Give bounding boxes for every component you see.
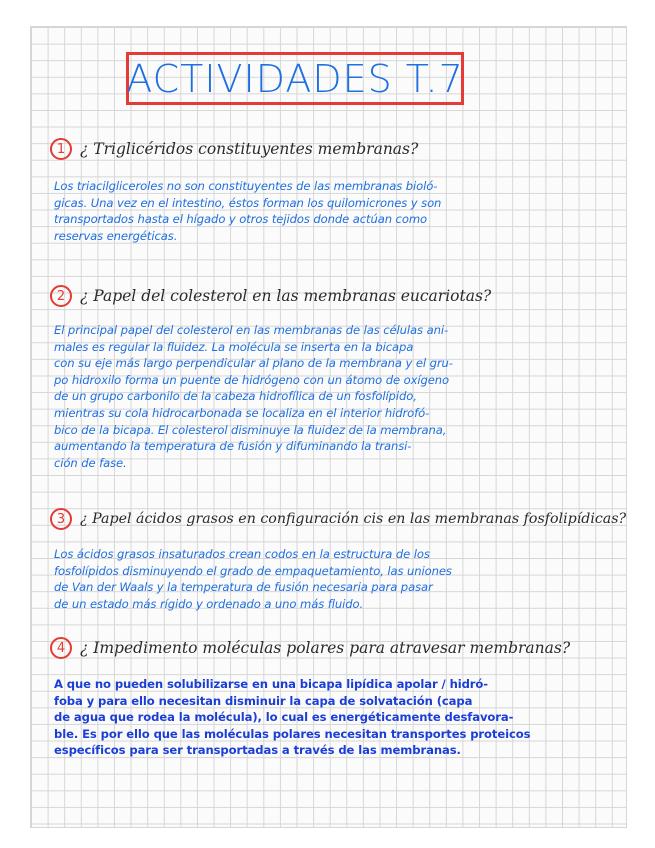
question-4	[50, 637, 570, 659]
question-number-circle: 4	[50, 637, 72, 659]
question-text: ¿ Triglicéridos constituyentes membranas?	[80, 140, 419, 158]
answer-1: Los triacilgliceroles no son constituyentes de las membranas bioló- gicas. Una vez en el intestino, éstos forman los quilomicrones y son transportados hasta el hígado y otros tejidos donde actúan como reservas energéticas.	[54, 179, 442, 243]
question-number-circle: 3	[50, 508, 72, 530]
page-title: ACTIVIDADES T.7	[126, 56, 464, 101]
question-3	[50, 508, 626, 530]
question-number-circle: 1	[50, 138, 72, 160]
question-text: ¿ Papel del colesterol en las membranas eucariotas?	[80, 287, 492, 305]
answer-2: El principal papel del colesterol en las membranas de las células ani- males es regular la fluidez. La molécula se inserta en la bicapa con su eje más largo perpendicular al plano de la membrana y el gru- po hidroxilo forma un puente de hidrógeno con un átomo de oxígeno de un grupo carbonilo de la cabeza hidrofílica de un fosfolípido, mientras su cola hidrocarbonada se localiza en el interior hidrofó- bico de la bicapa. El colesterol disminuye la fluidez de la membrana, aumentando la temperatura de fusión y difuminando la transi- ción de fase.	[54, 323, 453, 470]
question-text: ¿ Impedimento moléculas polares para atravesar membranas?	[80, 639, 571, 657]
answer-3: Los ácidos grasos insaturados crean codos en la estructura de los fosfolípidos disminuyendo el grado de empaquetamiento, las uniones de Van der Waals y la temperatura de fusión necesaria para pasar de un estado más rígido y ordenado a uno más fluido.	[54, 547, 452, 611]
answer-4: A que no pueden solubilizarse en una bicapa lipídica apolar / hidró- foba y para ello necesitan disminuir la capa de solvatación (capa de agua que rodea la molécula), lo cual es energéticamente desfavora- ble. Es por ello que las moléculas polares necesitan transportes proteicos específicos para ser transportadas a través de las membranas.	[54, 677, 531, 758]
title-box	[126, 52, 464, 105]
question-number-circle: 2	[50, 285, 72, 307]
question-1	[50, 138, 418, 160]
question-text: ¿ Papel ácidos grasos en configuración cis en las membranas fosfolipídicas?	[80, 511, 627, 527]
question-2	[50, 285, 491, 307]
